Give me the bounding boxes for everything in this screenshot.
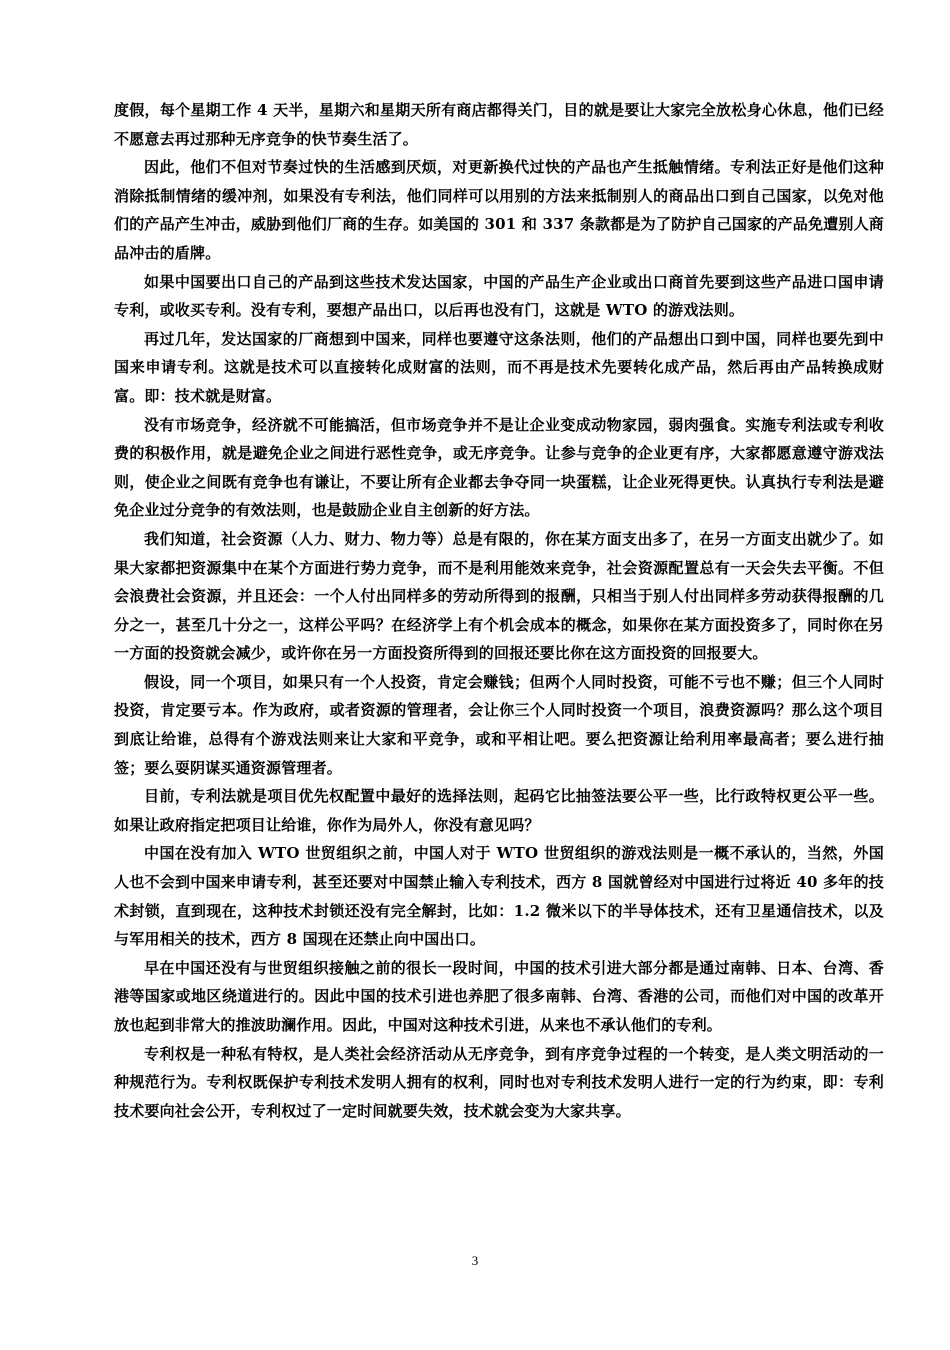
body-text: [114, 96, 884, 1125]
page-number: 3: [471, 1253, 479, 1268]
paragraph: 再过几年，发达国家的厂商想到中国来，同样也要遵守这条法则，他们的产品想出口到中国，同样也要先到中国来申请专利。这就是技术可以直接转化成财富的法则，而不再是技术先要转化成产品，然后再由产品转换成财富。即：技术就是财富。: [114, 329, 884, 405]
paragraph: 如果中国要出口自己的产品到这些技术发达国家，中国的产品生产企业或出口商首先要到这些产品进口国申请专利，或收买专利。没有专利，要想产品出口，以后再也没有门，这就是 WTO 的游戏法则。: [114, 272, 884, 320]
paragraph: 没有市场竞争，经济就不可能搞活，但市场竞争并不是让企业变成动物家园，弱肉强食。实施专利法或专利收费的积极作用，就是避免企业之间进行恶性竞争，或无序竞争。让参与竞争的企业更有序，大家都愿意遵守游戏法则，使企业之间既有竞争也有谦让，不要让所有企业都去争夺同一块蛋糕，让企业死得更快。认真执行专利法是避免企业过分竞争的有效法则，也是鼓励企业自主创新的好方法。: [114, 415, 884, 520]
paragraph: 中国在没有加入 WTO 世贸组织之前，中国人对于 WTO 世贸组织的游戏法则是一概不承认的，当然，外国人也不会到中国来申请专利，甚至还要对中国禁止输入专利技术，西方 8 国就曾经对中国进行过将近 40 多年的技术封锁，直到现在，这种技术封锁还没有完全解封，比如：1.2 微米以下的半导体技术，还有卫星通信技术，以及与军用相关的技术，西方 8 国现在还禁止向中国出口。: [114, 844, 884, 949]
paragraph: 我们知道，社会资源（人力、财力、物力等）总是有限的，你在某方面支出多了，在另一方面支出就少了。如果大家都把资源集中在某个方面进行势力竞争，而不是利用能效来竞争，社会资源配置总有一天会失去平衡。不但会浪费社会资源，并且还会：一个人付出同样多的劳动所得到的报酬，只相当于别人付出同样多劳动获得报酬的几分之一，甚至几十分之一，这样公平吗？在经济学上有个机会成本的概念，如果你在某方面投资多了，同时你在另一方面的投资就会减少，或许你在另一方面投资所得到的回报还要比你在这方面投资的回报要大。: [114, 529, 884, 663]
paragraph: 因此，他们不但对节奏过快的生活感到厌烦，对更新换代过快的产品也产生抵触情绪。专利法正好是他们这种消除抵制情绪的缓冲剂，如果没有专利法，他们同样可以用别的方法来抵制别人的商品出口到自己国家，以免对他们的产品产生冲击，威胁到他们厂商的生存。如美国的 301 和 337 条款都是为了防护自己国家的产品免遭别人商品冲击的盾牌。: [114, 158, 884, 262]
paragraph: 度假，每个星期工作 4 天半，星期六和星期天所有商店都得关门，目的就是要让大家完全放松身心休息，他们已经不愿意去再过那种无序竞争的快节奏生活了。: [114, 101, 884, 148]
paragraph: 假设，同一个项目，如果只有一个人投资，肯定会赚钱；但两个人同时投资，可能不亏也不赚；但三个人同时投资，肯定要亏本。作为政府，或者资源的管理者，会让你三个人同时投资一个项目，浪费资源吗？那么这个项目到底让给谁，总得有个游戏法则来让大家和平竞争，或和平相让吧。要么把资源让给利用率最高者；要么进行抽签；要么耍阴谋买通资源管理者。: [114, 672, 884, 777]
paragraph: 目前，专利法就是项目优先权配置中最好的选择法则，起码它比抽签法要公平一些，比行政特权更公平一些。如果让政府指定把项目让给谁，你作为局外人，你没有意见吗？: [114, 787, 884, 834]
paragraph: 专利权是一种私有特权，是人类社会经济活动从无序竞争，到有序竞争过程的一个转变，是人类文明活动的一种规范行为。专利权既保护专利技术发明人拥有的权利，同时也对专利技术发明人进行一定的行为约束，即：专利技术要向社会公开，专利权过了一定时间就要失效，技术就会变为大家共享。: [114, 1044, 884, 1120]
paragraph: 早在中国还没有与世贸组织接触之前的很长一段时间，中国的技术引进大部分都是通过南韩、日本、台湾、香港等国家或地区绕道进行的。因此中国的技术引进也养肥了很多南韩、台湾、香港的公司，而他们对中国的改革开放也起到非常大的推波助澜作用。因此，中国对这种技术引进，从来也不承认他们的专利。: [114, 958, 884, 1034]
